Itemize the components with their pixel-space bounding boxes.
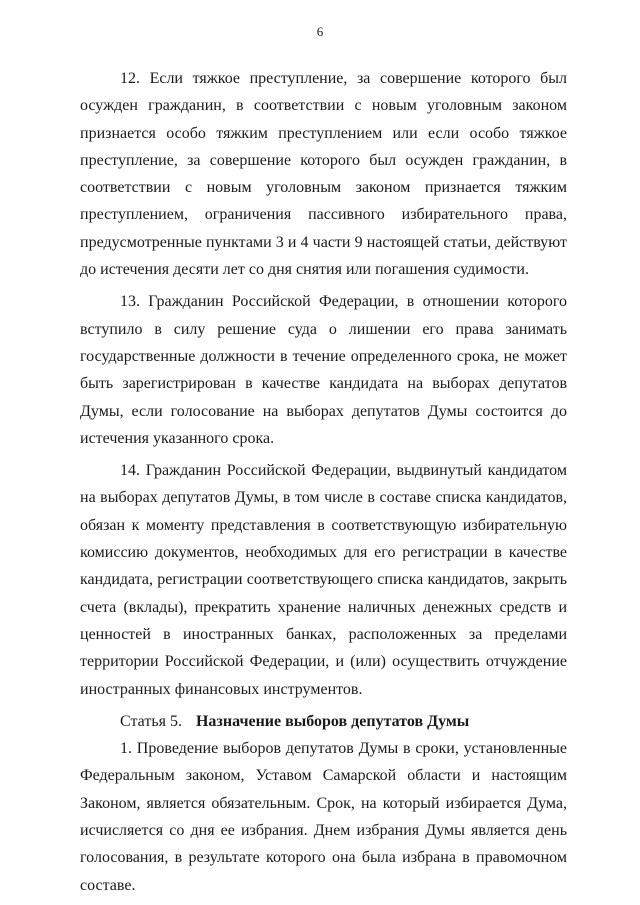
paragraph-13: 13. Гражданин Российской Федерации, в отношении которого вступило в силу решение суда о лишении его права занимать государственные должности в течение определенного срока, не может быть зарегистрирован в качестве кандидата на выборах депутатов Думы, если голосование на выборах депутатов Думы состоится до истечения указанного срока.: [80, 293, 567, 447]
document-body: [80, 65, 567, 899]
article-5-paragraph-1: 1. Проведение выборов депутатов Думы в сроки, установленные Федеральным законом, Уставом Самарской области и настоящим Законом, является обязательным. Срок, на который избирается Дума, исчисляется со дня ее избрания. Днем избрания Думы является день голосования, в результате которого она была избрана в правомочном составе.: [80, 740, 567, 894]
article-label: Статья 5.: [120, 712, 182, 730]
article-heading: [80, 708, 567, 735]
paragraph-12: 12. Если тяжкое преступление, за совершение которого был осужден гражданин, в соответствии с новым уголовным законом признается особо тяжким преступлением или если особо тяжкое преступление, за совершение которого был осужден гражданин, в соответствии с новым уголовным законом признается тяжким преступлением, ограничения пассивного избирательного права, предусмотренные пунктами 3 и 4 части 9 настоящей статьи, действуют до истечения десяти лет со дня снятия или погашения судимости.: [80, 70, 567, 279]
article-title: Назначение выборов депутатов Думы: [195, 712, 470, 730]
page-number: 6: [316, 24, 324, 39]
paragraph-14: 14. Гражданин Российской Федерации, выдвинутый кандидатом на выборах депутатов Думы, в том числе в составе списка кандидатов, обязан к моменту представления в соответствующую избирательную комиссию документов, необходимых для его регистрации в качестве кандидата, регистрации соответствующего списка кандидатов, закрыть счета (вклады), прекратить хранение наличных денежных средств и ценностей в иностранных банках, расположенных за пределами территории Российской Федерации, и (или) осуществить отчуждение иностранных финансовых инструментов.: [80, 462, 567, 698]
